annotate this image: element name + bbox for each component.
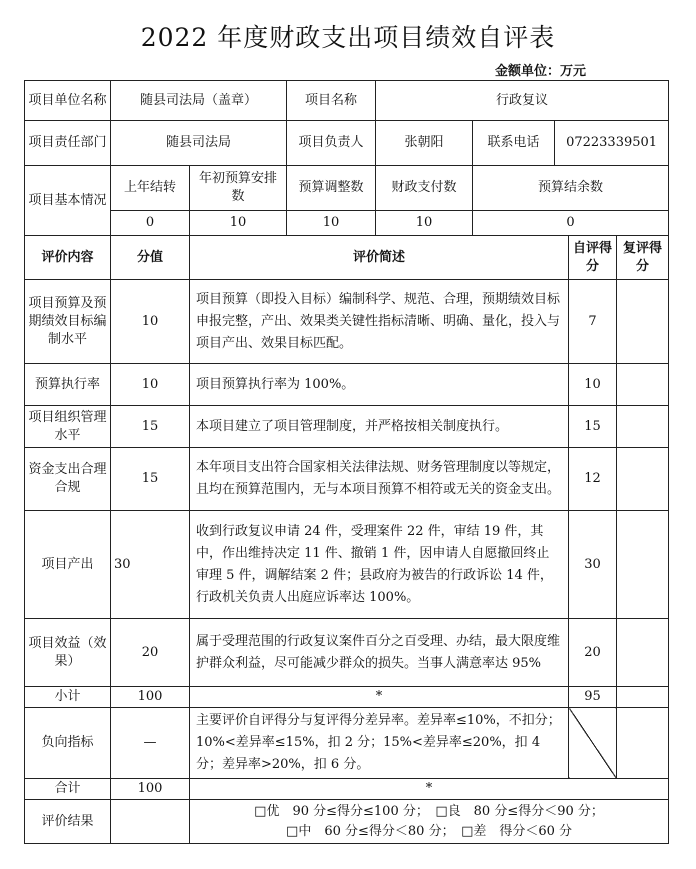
- table-row: [25, 364, 669, 406]
- table-row: [25, 619, 669, 687]
- eval-header-row: [25, 236, 669, 280]
- negative-row: [25, 708, 669, 779]
- basic-val-paid: 10: [376, 211, 473, 236]
- row-score: 15: [111, 448, 190, 511]
- row-review: [617, 511, 669, 619]
- row-self: 12: [569, 448, 617, 511]
- unit-label: 项目单位名称: [25, 81, 111, 121]
- basic-col-initial: 年初预算安排数: [190, 166, 287, 211]
- row-self: 15: [569, 406, 617, 448]
- negative-label: 负向指标: [25, 708, 111, 779]
- result-row: [25, 800, 669, 844]
- subtotal-review: [617, 687, 669, 708]
- phone-value: 07223339501: [555, 121, 669, 166]
- row-self: 7: [569, 280, 617, 364]
- row-score: 30: [111, 511, 190, 619]
- subtotal-row: [25, 687, 669, 708]
- leader-label: 项目负责人: [287, 121, 376, 166]
- page-title: 2022 年度财政支出项目绩效自评表: [140, 23, 556, 52]
- total-mark: *: [190, 779, 669, 800]
- negative-score: —: [111, 708, 190, 779]
- subtotal-label: 小计: [25, 687, 111, 708]
- dept-label: 项目责任部门: [25, 121, 111, 166]
- basic-col-balance: 预算结余数: [473, 166, 669, 211]
- result-line-2: □中 60 分≤得分＜80 分； □差 得分＜60 分: [286, 823, 573, 839]
- result-options: [190, 800, 669, 844]
- phone-label: 联系电话: [473, 121, 555, 166]
- subtotal-self: 95: [569, 687, 617, 708]
- total-row: [25, 779, 669, 800]
- table-row: [25, 511, 669, 619]
- row-self: 10: [569, 364, 617, 406]
- unit-value: 随县司法局（盖章）: [111, 81, 287, 121]
- row-review: [617, 364, 669, 406]
- info-row-dept: [25, 121, 669, 166]
- info-row-unit: [25, 81, 669, 121]
- row-content: 项目预算及预期绩效目标编制水平: [25, 280, 111, 364]
- result-line-1: □优 90 分≤得分≤100 分； □良 80 分≤得分＜90 分；: [254, 803, 604, 819]
- evaluation-table: [24, 80, 669, 844]
- negative-desc: 主要评价自评得分与复评得分差异率。差异率≤10%，不扣分；10%<差异率≤15%，扣 2 分；15%<差异率≤20%，扣 4 分；差异率>20%，扣 6 分。: [190, 708, 569, 779]
- row-content: 项目组织管理水平: [25, 406, 111, 448]
- table-row: [25, 448, 669, 511]
- row-score: 10: [111, 364, 190, 406]
- row-content: 项目产出: [25, 511, 111, 619]
- subtotal-score: 100: [111, 687, 190, 708]
- row-content: 预算执行率: [25, 364, 111, 406]
- basic-label: 项目基本情况: [25, 166, 111, 236]
- basic-values-row: [25, 211, 669, 236]
- basic-header-row: [25, 166, 669, 211]
- subtotal-mark: *: [190, 687, 569, 708]
- row-desc: 项目预算（即投入目标）编制科学、规范、合理，预期绩效目标申报完整，产出、效果类关键性指标清晰、明确、量化，投入与项目产出、效果目标匹配。: [190, 280, 569, 364]
- row-self: 30: [569, 511, 617, 619]
- table-row: [25, 406, 669, 448]
- row-review: [617, 448, 669, 511]
- row-review: [617, 619, 669, 687]
- row-desc: 收到行政复议申请 24 件，受理案件 22 件，审结 19 件，其中，作出维持决定 11 件、撤销 1 件，因申请人自愿撤回终止审理 5 件，调解结案 2 件；县政府为被告的行政诉讼 14 件，行政机关负责人出庭应诉率达 100%。: [190, 511, 569, 619]
- negative-review: [617, 708, 669, 779]
- result-empty: [111, 800, 190, 844]
- eval-header-content: 评价内容: [25, 236, 111, 280]
- basic-col-adjust: 预算调整数: [287, 166, 376, 211]
- row-review: [617, 406, 669, 448]
- eval-header-desc: 评价简述: [190, 236, 569, 280]
- row-content: 项目效益（效果）: [25, 619, 111, 687]
- basic-col-paid: 财政支付数: [376, 166, 473, 211]
- row-desc: 项目预算执行率为 100%。: [190, 364, 569, 406]
- row-content: 资金支出合理合规: [25, 448, 111, 511]
- eval-header-score: 分值: [111, 236, 190, 280]
- total-label: 合计: [25, 779, 111, 800]
- row-score: 20: [111, 619, 190, 687]
- row-self: 20: [569, 619, 617, 687]
- table-row: [25, 280, 669, 364]
- amount-unit: 金额单位：万元: [494, 64, 586, 79]
- dept-value: 随县司法局: [111, 121, 287, 166]
- basic-val-balance: 0: [473, 211, 669, 236]
- project-name-value: 行政复议: [376, 81, 669, 121]
- eval-header-self: 自评得分: [569, 236, 617, 280]
- row-desc: 本年项目支出符合国家相关法律法规、财务管理制度以等规定，且均在预算范围内，无与本项目预算不相符或无关的资金支出。: [190, 448, 569, 511]
- project-name-label: 项目名称: [287, 81, 376, 121]
- basic-col-carryover: 上年结转: [111, 166, 190, 211]
- total-score: 100: [111, 779, 190, 800]
- basic-val-adjust: 10: [287, 211, 376, 236]
- row-score: 10: [111, 280, 190, 364]
- result-label: 评价结果: [25, 800, 111, 844]
- row-score: 15: [111, 406, 190, 448]
- negative-self-diagonal: [569, 708, 617, 779]
- row-review: [617, 280, 669, 364]
- basic-val-initial: 10: [190, 211, 287, 236]
- row-desc: 本项目建立了项目管理制度，并严格按相关制度执行。: [190, 406, 569, 448]
- row-desc: 属于受理范围的行政复议案件百分之百受理、办结，最大限度维护群众利益，尽可能减少群众的损失。当事人满意率达 95%: [190, 619, 569, 687]
- basic-val-carryover: 0: [111, 211, 190, 236]
- eval-header-review: 复评得分: [617, 236, 669, 280]
- leader-value: 张朝阳: [376, 121, 473, 166]
